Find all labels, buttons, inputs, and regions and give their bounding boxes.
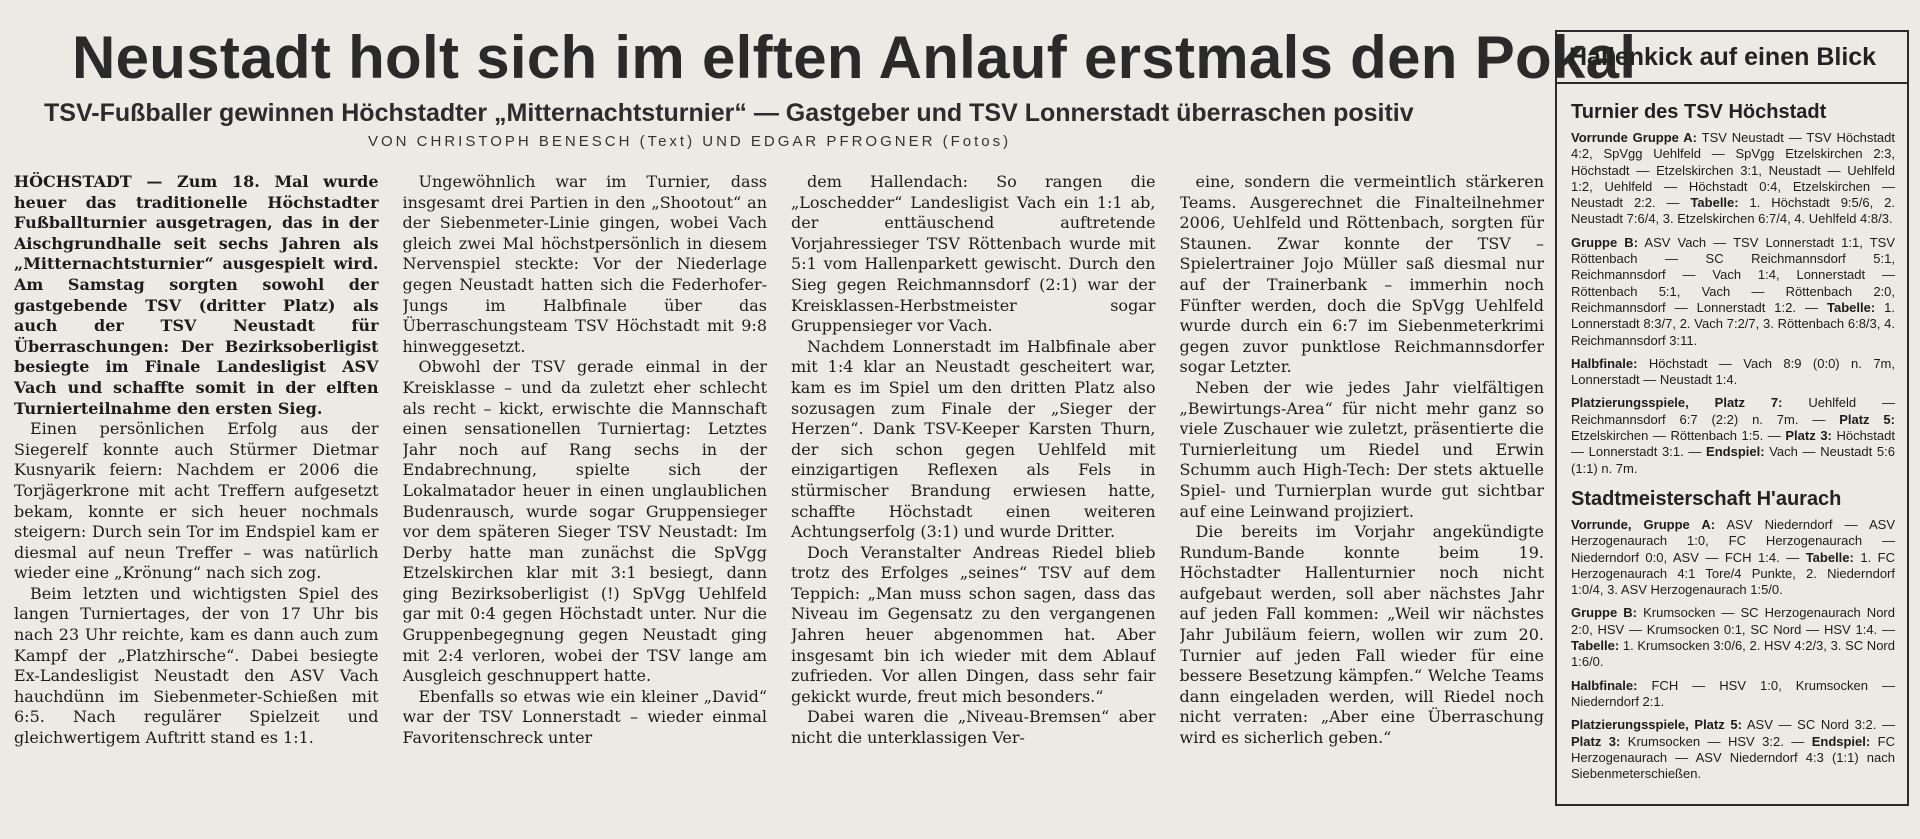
article-column-1 [14,172,379,827]
body-paragraph: Doch Veranstalter Andreas Riedel blieb trotz des Erfolges „seines“ TSV auf dem Teppich: „Man muss schon sagen, dass das Niveau im Gegensatz zu den vergangenen Jahren heuer abgenommen hat. Aber insgesamt bin ich wieder mit dem Ablauf zufrieden. Vor allen Dingen, dass sehr fair gekickt wurde, freut mich besonders.“ [791,542,1156,706]
results-block [1571,717,1895,782]
body-paragraph: Dabei waren die „Niveau-Bremsen“ aber nicht die unterklassigen Ver- [791,707,1156,748]
results-label: Tabelle: [1826,299,1876,315]
sidebar-content [1557,84,1907,795]
results-label: Vorrunde Gruppe A: [1571,130,1698,145]
results-block [1571,517,1895,598]
results-text: ASV — SC Nord 3:2. — [1741,717,1896,733]
article-column-3 [791,172,1156,827]
results-text: Höchstadt — Lonnerstadt 3:1. — [1571,428,1895,460]
sidebar-section-heading: Stadtmeisterschaft H'aurach [1571,487,1842,510]
results-label: Endspiel: [1706,444,1765,460]
results-text: Krumsocken — SC Herzogenaurach Nord 2:0, HSV — Krumsocken 0:1, SC Nord — HSV 1:4. — [1571,605,1895,637]
sidebar-section-heading: Turnier des TSV Höchstadt [1571,101,1827,123]
headline: Neustadt holt sich im elften Anlauf erstmals den Pokal [72,24,1637,91]
results-block [1571,605,1895,670]
body-paragraph: dem Hallendach: So rangen die „Loschedder“ Landesligist Vach ein 1:1 ab, der enttäuschend auftretende Vorjahressieger TSV Röttenbach wurde mit 5:1 vom Hallenparkett gewischt. Durch den Sieg gegen Reichmannsdorf (2:1) war der Kreisklassen-Herbstmeister sogar Gruppensieger vor Vach. [791,172,1156,336]
byline: VON CHRISTOPH BENESCH (Text) UND EDGAR PFROGNER (Fotos) [368,133,1012,150]
results-label: Platz 5: [1839,411,1895,427]
results-block [1571,356,1895,389]
results-label: Halbfinale: [1571,355,1638,371]
results-text: TSV Neustadt — TSV Höchstadt 4:2, SpVgg Uehlfeld — SpVgg Etzelskirchen 2:3, Höchstadt — Etzelskirchen 3:1, Neustadt — Uehlfeld 1:2, Uehlfeld — Höchstadt 0:4, Etzelskirchen — Neustadt 2:2. — [1571,130,1896,211]
results-text: FCH — HSV 1:0, Krumsocken — Niederndorf 2:1. [1571,677,1895,709]
results-label: Vorrunde, Gruppe A: [1571,516,1716,532]
body-paragraph: Die bereits im Vorjahr angekündigte Rundum-Bande konnte beim 19. Höchstadter Hallenturnier noch nicht aufgebaut werden, soll aber nächstes Jahr auf jeden Fall kommen: „Weil wir nächstes Jahr Jubiläum feiern, wollen wir zum 20. Turnier auf jeden Fall wieder für eine bessere Besetzung kämpfen.“ Welche Teams dann eingeladen werden, will Riedel noch nicht verraten: „Aber eine Überraschung wird es sicherlich geben.“ [1179,522,1544,748]
article-columns [14,172,1544,827]
results-label: Halbfinale: [1571,677,1638,693]
results-block [1571,235,1895,349]
lead-paragraph: HÖCHSTADT — Zum 18. Mal wurde heuer das traditionelle Höchstadter Fußballturnier ausgetragen, das in der Aischgrundhalle seit sechs Jahren als „Mitternachtsturnier“ ausgespielt wird. Am Samstag sorgten sowohl der gastgebende TSV (dritter Platz) als auch der TSV Neustadt für Überraschungen: Der Bezirksoberligist besiegte im Finale Landesligist ASV Vach und schaffte somit in der elften Turnierteilnahme den ersten Sieg. [14,172,379,418]
body-paragraph: Einen persönlichen Erfolg aus der Siegerelf konnte auch Stürmer Dietmar Kusnyarik feiern: Nachdem er 2006 die Torjägerkrone mit acht Treffern aufgesetzt bekam, konnte er sich heuer nochmals steigern: Durch sein Tor im Endspiel kam er diesmal auf neun Treffer – was natürlich wieder eine „Krönung“ nach sich zog. [14,419,379,583]
article-column-2 [403,172,768,827]
body-paragraph: Beim letzten und wichtigsten Spiel des langen Turniertages, der von 17 Uhr bis nach 23 Uhr reichte, kam es dann auch zum Kampf der „Platzhirsche“. Dabei besiegte Ex-Landesligist Neustadt den ASV Vach hauchdünn im Siebenmeter-Schießen mit 6:5. Nach regulärer Spielzeit und gleichwertigem Auftritt stand es 1:1. [14,583,379,748]
sidebar-info-box [1555,30,1909,806]
results-label: Tabelle: [1571,638,1620,654]
results-block [1571,678,1895,711]
results-text: ASV Niederndorf — ASV Herzogenaurach 1:0, FC Herzogenaurach — Niederndorf 0:0, ASV — FCH 1:4. — [1571,516,1895,565]
body-paragraph: Ebenfalls so etwas wie ein kleiner „David“ war der TSV Lonnerstadt – wieder einmal Favoritenschreck unter [402,686,767,748]
results-text: 1. Krumsocken 3:0/6, 2. HSV 4:2/3, 3. SC Nord 1:6/0. [1571,638,1895,670]
results-text: Uehlfeld — Reichmannsdorf 6:7 (2:2) n. 7m. — [1571,395,1895,427]
results-label: Endspiel: [1811,733,1871,749]
body-paragraph: Nachdem Lonnerstadt im Halbfinale aber mit 1:4 klar an Neustadt gescheitert war, kam es im Spiel um den dritten Platz also sozusagen zum Finale der „Sieger der Herzen“. Dank TSV-Keeper Karsten Thurn, der sich schon gegen Uehlfeld mit einzigartigen Reflexen als Fels in stürmischer Brandung erwiesen hatte, schaffte Höchstadt einen weiteren Achtungserfolg (3:1) und wurde Dritter. [791,336,1156,542]
article-column-4 [1180,172,1545,827]
results-label: Gruppe B: [1571,234,1639,250]
results-block [1571,130,1895,228]
results-text: Krumsocken — HSV 3:2. — [1620,733,1812,749]
results-label: Gruppe B: [1571,605,1638,621]
results-text: FC Herzogenaurach — ASV Niederndorf 4:3 (1:1) nach Siebenmeterschießen. [1571,733,1895,782]
results-text: Etzelskirchen — Röttenbach 1:5. — [1571,428,1786,444]
results-text: 1. Lonnerstadt 8:3/7, 2. Vach 7:2/7, 3. Röttenbach 6:8/3, 4. Reichmannsdorf 3:11. [1571,299,1895,348]
results-text: Vach — Neustadt 5:6 (1:1) n. 7m. [1571,444,1895,476]
body-paragraph: Obwohl der TSV gerade einmal in der Kreisklasse – und da zuletzt eher schlecht als recht – kickt, erwischte die Mannschaft einen sensationellen Turniertag: Letztes Jahr noch auf Rang sechs in der Endabrechnung, spielte sich der Lokalmatador heuer in einen unglaublichen Budenrausch, wurde sogar Gruppensieger vor dem späteren Sieger TSV Neustadt: Im Derby hatte man zunächst die SpVgg Etzelskirchen klar mit 3:1 besiegt, dann ging Bezirksoberligist (!) SpVgg Uehlfeld gar mit 0:4 gegen Höchstadt unter. Nur die Gruppenbegegnung gegen Neustadt ging mit 2:4 verloren, wobei der TSV lange am Ausgleich geschnuppert hatte. [402,357,767,686]
body-paragraph: Neben der wie jedes Jahr vielfältigen „Bewirtungs-Area“ für nicht mehr ganz so viele Zuschauer wie zuletzt, präsentierte die Turnierleitung um Riedel und Erwin Schumm auch High-Tech: Der stets aktuelle Spiel- und Turnierplan wurde gut sichtbar auf eine Leinwand projiziert. [1179,377,1544,521]
results-text: 1. FC Herzogenaurach 4:1 Tore/4 Punkte, 2. Niederndorf 1:0/4, 3. ASV Herzogenaurach 1:5/0. [1571,549,1895,598]
results-label: Tabelle: [1805,549,1854,565]
results-text: 1. Höchstadt 9:5/6, 2. Neustadt 7:6/4, 3. Etzelskirchen 6:7/4, 4. Uehlfeld 4:8/3. [1571,195,1895,227]
subheadline: TSV-Fußballer gewinnen Höchstadter „Mitternachtsturnier“ — Gastgeber und TSV Lonnerstadt überraschen positiv [44,99,1414,127]
results-label: Platzierungsspiele, Platz 5: [1571,717,1742,733]
sidebar-title: Hallenkick auf einen Blick [1557,32,1907,84]
results-label: Platzierungsspiele, Platz 7: [1571,395,1783,411]
results-label: Tabelle: [1690,195,1739,211]
results-block [1571,395,1895,476]
results-label: Platz 3: [1571,733,1621,749]
results-text: ASV Vach — TSV Lonnerstadt 1:1, TSV Röttenbach — SC Reichmannsdorf 5:1, Reichmannsdorf — Vach 1:4, Lonnerstadt — Röttenbach 5:1, Vach — Röttenbach 2:0, Reichmannsdorf — Lonnerstadt 1:2. — [1571,234,1895,315]
results-label: Platz 3: [1785,428,1832,444]
body-paragraph: Ungewöhnlich war im Turnier, dass insgesamt drei Partien in den „Shootout“ an der Siebenmeter-Linie gingen, wobei Vach gleich zwei Mal höchstpersönlich in diesem Nervenspiel steckte: Vor der Niederlage gegen Neustadt hatten sich die Federhofer-Jungs im Halbfinale über das Überraschungsteam TSV Höchstadt mit 9:8 hinweggesetzt. [402,172,767,356]
results-text: Höchstadt — Vach 8:9 (0:0) n. 7m, Lonnerstadt — Neustadt 1:4. [1571,355,1895,388]
body-paragraph: eine, sondern die vermeintlich stärkeren Teams. Ausgerechnet die Finalteilnehmer 2006, Uehlfeld und Röttenbach, sorgten für Staunen. Zwar konnte der TSV – Spielertrainer Jojo Müller saß diesmal nur auf der Trainerbank – immerhin noch Fünfter werden, doch die SpVgg Uehlfeld wurde durch ein 6:7 im Siebenmeterkrimi gegen zuvor punktlose Reichmannsdorfer sogar Letzter. [1179,172,1544,377]
